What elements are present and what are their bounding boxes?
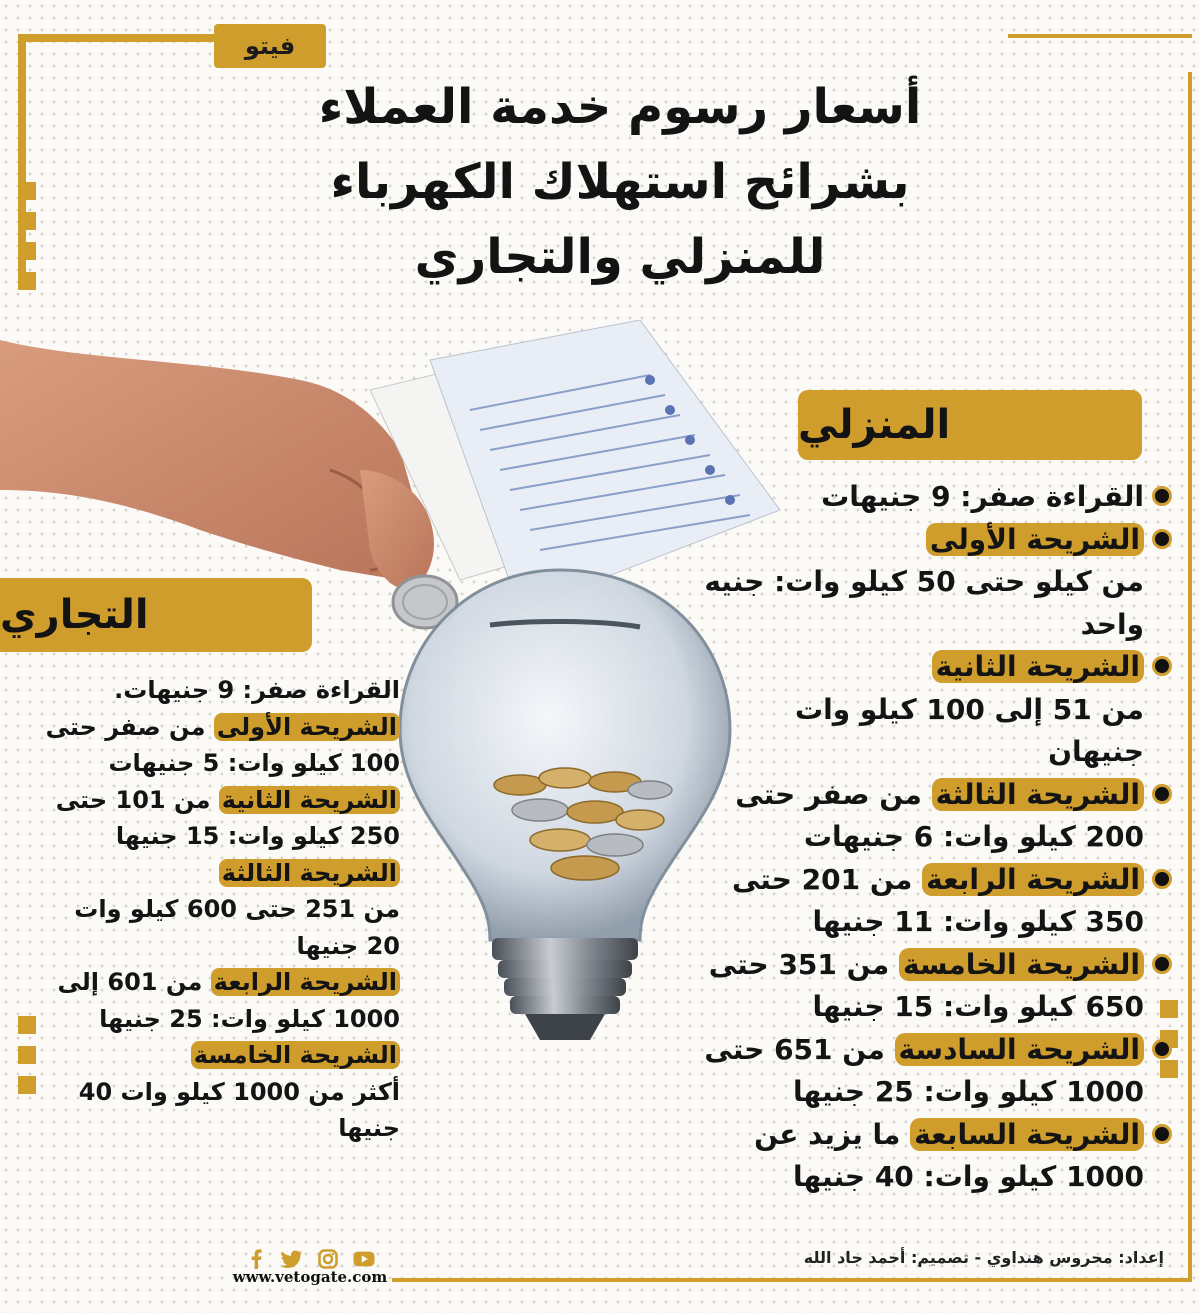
list-item [700,1114,1176,1199]
list-item [700,476,1176,519]
item-text: من صفر حتى 100 كيلو وات: 5 جنيهات [45,712,400,777]
home-tariff-list [700,476,1176,1199]
item-text: القراءة صفر: 9 جنيهات. [114,676,400,704]
item-text: من 201 حتى 350 كيلو وات: 11 جنيها [731,862,1144,938]
tier-label: الشريحة الأولى [214,713,400,741]
list-item [700,1029,1176,1114]
bullet-icon [1152,486,1172,506]
social-icons [232,1248,388,1270]
title-line-3: للمنزلي والتجاري [414,229,826,285]
list-item [700,774,1176,859]
tier-label: الشريحة الثانية [219,786,400,814]
page-title [270,70,970,295]
item-text: من صفر حتى 200 كيلو وات: 6 جنيهات [735,777,1144,853]
bullet-icon [1152,784,1172,804]
frame-top-right-bar [1008,34,1192,38]
tier-label: الشريحة السابعة [910,1118,1144,1151]
tier-label: الشريحة الرابعة [211,968,400,996]
bullet-icon [1152,1039,1172,1059]
title-line-1: أسعار رسوم خدمة العملاء [318,79,922,135]
frame-right-bar [1188,72,1192,1282]
list-item [700,646,1176,774]
commercial-section-header [0,578,312,652]
tier-label: الشريحة الرابعة [922,863,1144,896]
frame-square [18,242,36,260]
tier-label: الشريحة الأولى [926,523,1144,556]
website-url[interactable]: www.vetogate.com [232,1268,388,1286]
bulb-base [492,938,638,1040]
home-header-label: المنزلي [798,402,951,448]
tier-label: الشريحة الثالثة [932,778,1144,811]
frame-top-bar [18,34,214,42]
commercial-tariff-list [40,672,400,1147]
item-text: من 651 حتى 1000 كيلو وات: 25 جنيها [704,1032,1144,1108]
frame-square [18,212,36,230]
bullet-icon [1152,1124,1172,1144]
list-item [40,964,400,1037]
list-item [700,519,1176,647]
frame-bottom-bar [392,1278,1192,1282]
tier-label: الشريحة الثانية [932,650,1144,683]
commercial-header-label: التجاري [0,592,149,638]
brand-logo-text: فيتو [244,32,296,60]
frame-square [18,182,36,200]
brand-logo [214,24,326,68]
item-text: ما يزيد عن 1000 كيلو وات: 40 جنيها [754,1117,1144,1193]
item-text: من 601 إلى 1000 كيلو وات: 25 جنيها [57,968,400,1033]
frame-square [18,1076,36,1094]
hand-shape [0,340,424,580]
list-item [40,1037,400,1147]
item-text: القراءة صفر: 9 جنيهات [821,480,1144,513]
tier-label: الشريحة الثالثة [219,859,400,887]
item-text: من 351 حتى 650 كيلو وات: 15 جنيها [708,947,1144,1023]
item-text: من 51 إلى 100 كيلو وات جنيهان [795,692,1144,768]
list-item [700,944,1176,1029]
home-section-header [798,390,1142,460]
item-text: من كيلو حتى 50 كيلو وات: جنيه واحد [704,565,1144,641]
tier-label: الشريحة الخامسة [191,1041,400,1069]
list-item [40,782,400,855]
item-text: من 101 حتى 250 كيلو وات: 15 جنيها [55,785,400,850]
list-item [700,859,1176,944]
bulb-glass [400,570,730,940]
bullet-icon [1152,656,1172,676]
item-text: من 251 حتى 600 كيلو وات 20 جنيها [74,895,400,960]
bullet-icon [1152,869,1172,889]
bullet-icon [1152,529,1172,549]
list-item [40,672,400,709]
facebook-icon[interactable] [245,1248,267,1270]
frame-square [18,272,36,290]
credits-line: إعداد: محروس هنداوي - تصميم: أحمد جاد الله [803,1248,1164,1267]
list-item [40,855,400,965]
instagram-icon[interactable] [317,1248,339,1270]
title-line-2: بشرائح استهلاك الكهرباء [330,154,910,210]
item-text: أكثر من 1000 كيلو وات 40 جنيها [78,1077,400,1142]
bullet-icon [1152,954,1172,974]
tier-label: الشريحة السادسة [895,1033,1144,1066]
youtube-icon[interactable] [353,1248,375,1270]
tier-label: الشريحة الخامسة [899,948,1144,981]
twitter-icon[interactable] [281,1248,303,1270]
list-item [40,709,400,782]
